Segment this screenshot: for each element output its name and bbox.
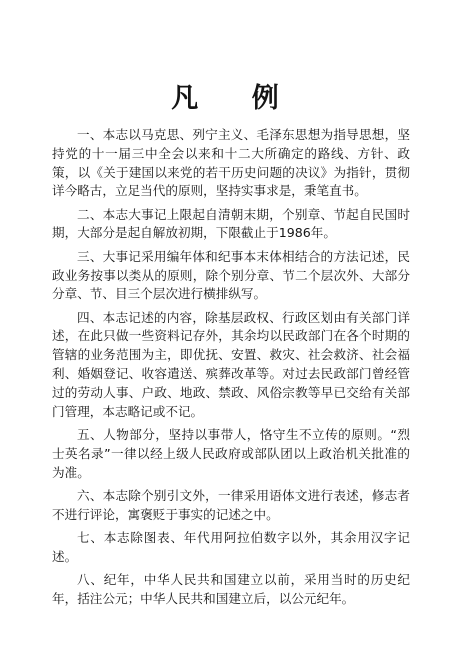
guideline-paragraph-3: 三、大事记采用编年体和纪事本末体相结合的方法记述，民政业务按事以类从的原则，除个别分章、节二个层次外、大部分分章、节、目三个层次进行横排纵写。: [52, 248, 410, 302]
guideline-paragraph-7: 七、本志除图表、年代用阿拉伯数字以外，其余用汉字记述。: [52, 529, 410, 564]
guideline-paragraph-4: 四、本志记述的内容，除基层政权、行政区划由有关部门详述，在此只做一些资料记存外，其余均以民政部门在各个时期的管辖的业务范围为主，即优抚、安置、救灾、社会救济、社会福利、婚姻登记、收容遣送、殡葬改革等。对过去民政部门曾经管过的劳动人事、户政、地政、禁政、风俗宗教等早已交给有关部门管理，本志略记或不记。: [52, 309, 410, 419]
guideline-paragraph-5: 五、人物部分，坚持以事带人，恪守生不立传的原则。“烈士英名录”一律以经上级人民政府或部队团以上政治机关批准的为准。: [52, 426, 410, 480]
guideline-paragraph-2: 二、本志大事记上限起自清朝末期，个别章、节起自民国时期，大部分是起自解放初期，下限截止于1986年。: [52, 206, 410, 241]
guidelines-body: [52, 126, 410, 613]
page-title: 凡 例: [171, 83, 301, 114]
guideline-paragraph-1: 一、本志以马克思、列宁主义、毛泽东思想为指导思想，坚持党的十一届三中全会以来和十二大所确定的路线、方针、政策，以《关于建国以来党的若干历史问题的决议》为指针，贯彻详今略古，立足当代的原则，坚持实事求是，秉笔直书。: [52, 127, 410, 199]
guideline-paragraph-6: 六、本志除个别引文外，一律采用语体文进行表述，修志者不进行评论，寓褒贬于事实的记述之中。: [52, 487, 410, 522]
guideline-paragraph-8: 八、纪年，中华人民共和国建立以前，采用当时的历史纪年，括注公元；中华人民共和国建立后，以公元纪年。: [52, 572, 410, 606]
